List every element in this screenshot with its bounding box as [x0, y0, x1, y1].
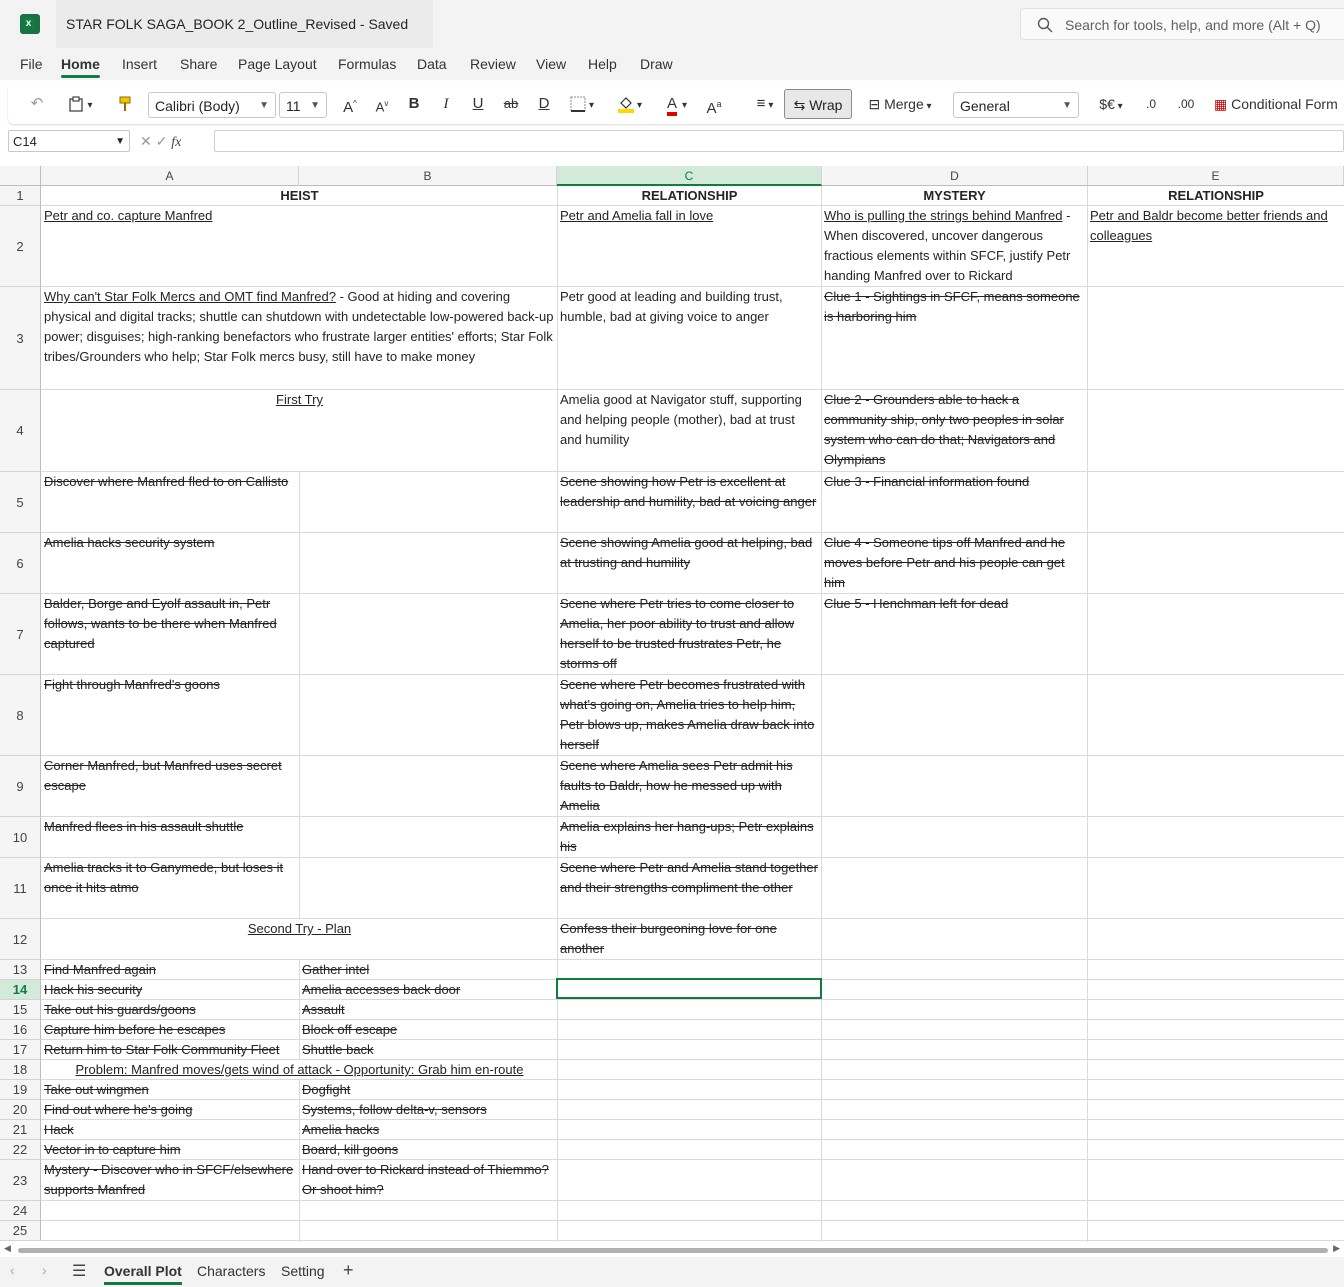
relationship-header-c[interactable]: RELATIONSHIP [558, 186, 821, 205]
first-try-heading: First Try [276, 392, 323, 407]
cell-c5[interactable]: Scene showing how Petr is excellent at leadership and humility, bad at voicing anger [558, 472, 821, 532]
row-header[interactable]: 13 [0, 960, 41, 980]
cell-c12[interactable]: Confess their burgeoning love for one another [558, 919, 821, 959]
increase-font-icon[interactable]: A^ [343, 99, 357, 116]
chevron-down-icon: ▼ [310, 100, 320, 111]
cell-c11[interactable]: Scene where Petr and Amelia stand together and their strengths compliment the other [558, 858, 821, 918]
cell-b21[interactable]: Amelia hacks [302, 1122, 380, 1137]
enter-icon[interactable]: ✓ [155, 133, 168, 149]
cell-e2-text: Petr and Baldr become better friends and colleagues [1090, 208, 1328, 243]
cell-b20[interactable]: Systems, follow delta-v, sensors [302, 1102, 487, 1117]
cell-a14[interactable]: Hack his security [44, 982, 143, 997]
row-header[interactable]: 22 [0, 1140, 41, 1160]
search-icon [1037, 17, 1053, 33]
cell-a2-text: Petr and co. capture Manfred [44, 208, 213, 223]
chevron-down-icon: ▼ [115, 136, 125, 147]
cell-b16[interactable]: Block off escape [302, 1022, 398, 1037]
cell-a12[interactable] [42, 919, 557, 959]
cell-a3-underlined: Why can't Star Folk Mercs and OMT find Manfred? [44, 289, 336, 304]
row-header[interactable]: 4 [0, 390, 41, 472]
ribbon-toolbar [8, 84, 1344, 124]
menu-data[interactable]: Data [417, 56, 447, 72]
merge-label: Merge [884, 96, 924, 112]
select-all-corner[interactable] [0, 166, 41, 186]
font-color-icon[interactable]: A ▾ [658, 84, 696, 124]
cell-a2[interactable] [42, 206, 557, 286]
font-name-select[interactable] [148, 92, 276, 118]
horizontal-scrollbar[interactable] [0, 1243, 1344, 1257]
chevron-down-icon: ▼ [259, 100, 269, 111]
double-underline-icon[interactable]: D [538, 95, 550, 112]
font-size-select[interactable] [279, 92, 327, 118]
cell-c10[interactable]: Amelia explains her hang-ups; Petr explains his [558, 817, 821, 857]
conditional-formatting-button[interactable] [1214, 84, 1344, 124]
row-header[interactable]: 20 [0, 1100, 41, 1120]
cell-d2[interactable] [822, 206, 1087, 286]
format-painter-icon[interactable] [114, 84, 136, 124]
undo-icon[interactable]: ↶ [30, 95, 44, 112]
gridline [1087, 186, 1088, 1242]
relationship-header-e[interactable]: RELATIONSHIP [1088, 186, 1344, 205]
scrollbar-thumb[interactable] [18, 1248, 1328, 1253]
cell-d3[interactable]: Clue 1 - Sightings in SFCF, means someone is harboring him [822, 287, 1087, 389]
column-header-e[interactable]: E [1088, 166, 1344, 186]
currency-label: $€ [1099, 96, 1115, 112]
wrap-icon: ⇆ [793, 97, 810, 113]
row-header[interactable]: 19 [0, 1080, 41, 1100]
menu-file[interactable]: File [20, 56, 43, 72]
all-sheets-menu-icon[interactable]: ☰ [72, 1263, 87, 1280]
menu-draw[interactable]: Draw [640, 56, 673, 72]
decrease-decimal-icon[interactable]: .0 [1145, 97, 1156, 111]
row-header[interactable]: 10 [0, 817, 41, 858]
number-format-select[interactable] [953, 92, 1079, 118]
cell-a10[interactable]: Manfred flees in his assault shuttle [42, 817, 299, 857]
second-try-heading: Second Try - Plan [247, 921, 352, 936]
row-header[interactable]: 11 [0, 858, 41, 919]
font-name-value: Calibri (Body) [155, 98, 240, 114]
row-header[interactable]: 3 [0, 287, 41, 390]
increase-decimal-icon[interactable]: .00 [1177, 97, 1195, 111]
menu-share[interactable]: Share [180, 56, 218, 72]
row-header[interactable]: 9 [0, 756, 41, 817]
column-header-c[interactable]: C [557, 166, 822, 186]
gridline [41, 1200, 1344, 1201]
formula-bar [0, 126, 1344, 156]
font-size-value: 11 [286, 98, 301, 114]
cell-c9[interactable]: Scene where Amelia sees Petr admit his faults to Baldr, how he messed up with Amelia [558, 756, 821, 816]
cell-d2-underlined: Who is pulling the strings behind Manfred [824, 208, 1063, 223]
row-header[interactable]: 6 [0, 533, 41, 594]
formula-buttons [140, 130, 208, 152]
cell-b23[interactable]: Hand over to Rickard instead of Thiemmo? Or shoot him? [300, 1160, 557, 1200]
cell-d4[interactable]: Clue 2 - Grounders able to hack a community ship, only two peoples in solar system who can do that; Navigators and Olympians [822, 390, 1087, 471]
search-placeholder: Search for tools, help, and more (Alt + Q) [1065, 17, 1321, 33]
cell-a23[interactable]: Mystery - Discover who in SFCF/elsewhere supports Manfred [42, 1160, 299, 1200]
row-header[interactable]: 2 [0, 206, 41, 287]
heist-header[interactable]: HEIST [42, 186, 557, 205]
row-header[interactable]: 21 [0, 1120, 41, 1140]
cell-c4[interactable]: Amelia good at Navigator stuff, supporting and helping people (mother), bad at trust and humility [558, 390, 821, 471]
spreadsheet-grid[interactable] [0, 166, 1344, 1242]
cell-e2[interactable] [1088, 206, 1344, 286]
cell-a3-text: - Good at hiding and covering physical and digital tracks; shuttle can shutdown with undetectable low-powered back-up power; disguises; high-ranking benefactors who frustrate larger entities' efforts; Star Folk tribes/Grounders who help; Star Folk mercs busy, still have to make money [44, 289, 554, 364]
sheet-tab-setting[interactable]: Setting [281, 1263, 325, 1279]
row-header[interactable]: 25 [0, 1221, 41, 1241]
cell-a7[interactable]: Balder, Borge and Eyolf assault in, Petr follows, wants to be there when Manfred captured [42, 594, 299, 674]
formula-input[interactable] [214, 130, 1344, 152]
cell-d6[interactable]: Clue 4 - Someone tips off Manfred and he moves before Petr and his people can get him [822, 533, 1087, 593]
cell-a5[interactable]: Discover where Manfred fled to on Callisto [42, 472, 299, 532]
cancel-icon[interactable]: ✕ [140, 133, 152, 149]
cell-a18[interactable] [42, 1060, 557, 1079]
cell-a3[interactable] [42, 287, 557, 389]
sheet-tab-overall-plot[interactable]: Overall Plot [104, 1257, 182, 1287]
fill-color-icon[interactable]: ▾ [612, 84, 648, 124]
menu-help[interactable]: Help [588, 56, 617, 72]
function-icon[interactable]: fx [171, 135, 182, 150]
cell-b13[interactable]: Gather intel [302, 962, 370, 977]
cell-d7[interactable]: Clue 5 - Henchman left for dead [822, 594, 1087, 674]
cell-c2[interactable] [558, 206, 821, 286]
document-name: STAR FOLK SAGA_BOOK 2_Outline_Revised [66, 16, 356, 32]
chevron-down-icon: ▼ [1062, 100, 1072, 111]
menu-formulas[interactable]: Formulas [338, 56, 397, 72]
cell-b17[interactable]: Shuttle back [302, 1042, 374, 1057]
menu-home[interactable]: Home [61, 48, 100, 80]
merge-button[interactable]: ⊟ Merge ▾ [868, 96, 932, 112]
cell-c8[interactable]: Scene where Petr becomes frustrated with what's going on, Amelia tries to help him, Petr blows up, makes Amelia draw back into herself [558, 675, 821, 755]
excel-logo-icon[interactable] [20, 14, 40, 34]
name-box[interactable] [8, 130, 130, 152]
underline-icon[interactable]: U [472, 95, 484, 112]
row-header[interactable]: 16 [0, 1020, 41, 1040]
cell-a15[interactable]: Take out his guards/goons [44, 1002, 196, 1017]
row-header[interactable]: 14 [0, 980, 41, 1000]
row-header[interactable]: 8 [0, 675, 41, 756]
problem-heading: Problem: Manfred moves/gets wind of attack - Opportunity: Grab him en-route [75, 1062, 524, 1077]
menu-bar [0, 48, 1344, 80]
row-header[interactable]: 15 [0, 1000, 41, 1020]
italic-icon[interactable]: I [443, 96, 449, 112]
row-header[interactable]: 7 [0, 594, 41, 675]
bold-icon[interactable]: B [408, 95, 420, 112]
active-cell-c14[interactable] [556, 978, 822, 999]
number-format-value: General [960, 98, 1010, 114]
title-bar [0, 0, 1344, 48]
cell-d2-text: - When discovered, uncover dangerous fractious elements within SFCF, justify Petr handing Manfred over to Rickard [824, 208, 1071, 283]
scroll-right-icon[interactable]: ▶ [1333, 1243, 1340, 1253]
row-header[interactable]: 18 [0, 1060, 41, 1080]
row-header[interactable]: 1 [0, 186, 41, 206]
cell-a8[interactable]: Fight through Manfred's goons [42, 675, 299, 755]
prev-sheet-icon[interactable]: ‹ [10, 1262, 15, 1278]
menu-page-layout[interactable]: Page Layout [238, 56, 317, 72]
cell-a19[interactable]: Take out wingmen [44, 1082, 149, 1097]
cell-a16[interactable]: Capture him before he escapes [44, 1022, 226, 1037]
paste-icon[interactable]: ▾ [64, 84, 98, 124]
cell-a21[interactable]: Hack [44, 1122, 74, 1137]
add-sheet-icon[interactable]: + [343, 1260, 354, 1280]
cell-c2-text: Petr and Amelia fall in love [560, 208, 714, 223]
column-header-a[interactable]: A [41, 166, 299, 186]
cell-b19[interactable]: Dogfight [302, 1082, 351, 1097]
text-effects-icon[interactable]: $A^a$ [706, 99, 722, 117]
cell-a4[interactable] [42, 390, 557, 471]
currency-button[interactable]: $€ ▾ [1099, 96, 1123, 112]
cell-a11[interactable]: Amelia tracks it to Ganymede, but loses it once it hits atmo [42, 858, 299, 918]
row-header[interactable]: 17 [0, 1040, 41, 1060]
row-header[interactable]: 12 [0, 919, 41, 960]
sheet-tab-characters[interactable]: Characters [197, 1263, 266, 1279]
row-header[interactable]: 24 [0, 1201, 41, 1221]
menu-insert[interactable]: Insert [122, 56, 158, 72]
cell-a9[interactable]: Corner Manfred, but Manfred uses secret escape [42, 756, 299, 816]
name-box-value: C14 [13, 134, 37, 149]
column-header-d[interactable]: D [822, 166, 1088, 186]
cell-b15[interactable]: Assault [302, 1002, 345, 1017]
strikethrough-icon[interactable]: ab [503, 96, 519, 111]
scroll-left-icon[interactable]: ◀ [4, 1243, 11, 1253]
wrap-text-button[interactable] [784, 89, 852, 119]
cell-c7[interactable]: Scene where Petr tries to come closer to Amelia, her poor ability to trust and allow herself to be trusted frustrates Petr, he storms off [558, 594, 821, 674]
cell-a20[interactable]: Find out where he's going [44, 1102, 193, 1117]
align-icon[interactable]: ≡ ▾ [756, 95, 774, 112]
title-separator: - [355, 16, 369, 32]
column-header-b[interactable]: B [299, 166, 557, 186]
cell-a17[interactable]: Return him to Star Folk Community Fleet [44, 1042, 280, 1057]
cell-b14[interactable]: Amelia accesses back door [302, 982, 461, 997]
wrap-label: Wrap [809, 97, 843, 113]
cell-b22[interactable]: Board, kill goons [302, 1142, 399, 1157]
mystery-header[interactable]: MYSTERY [822, 186, 1087, 205]
gridline [41, 1240, 1344, 1241]
cell-a6[interactable]: Amelia hacks security system [42, 533, 299, 593]
row-header[interactable]: 23 [0, 1160, 41, 1201]
gridline [41, 1220, 1344, 1221]
conditional-formatting-label: Conditional Form [1231, 96, 1338, 112]
borders-icon[interactable]: ▾ [564, 84, 600, 124]
menu-review[interactable]: Review [470, 56, 516, 72]
sheet-tab-bar [0, 1257, 1344, 1287]
cell-c6[interactable]: Scene showing Amelia good at helping, bad at trusting and humility [558, 533, 821, 593]
search-box[interactable] [1020, 8, 1344, 40]
menu-view[interactable]: View [536, 56, 567, 72]
merge-icon: ⊟ [868, 96, 885, 112]
conditional-formatting-icon: ▦ [1214, 96, 1232, 112]
next-sheet-icon[interactable]: › [42, 1262, 47, 1278]
cell-a22[interactable]: Vector in to capture him [44, 1142, 181, 1157]
cell-c3[interactable]: Petr good at leading and building trust, humble, bad at giving voice to anger [558, 287, 821, 389]
decrease-font-icon[interactable]: $A^v$ [375, 99, 389, 115]
document-title[interactable] [56, 0, 433, 48]
cell-d5[interactable]: Clue 3 - Financial information found [822, 472, 1087, 532]
save-status: Saved [368, 16, 409, 32]
row-header[interactable]: 5 [0, 472, 41, 533]
cell-a13[interactable]: Find Manfred again [44, 962, 157, 977]
